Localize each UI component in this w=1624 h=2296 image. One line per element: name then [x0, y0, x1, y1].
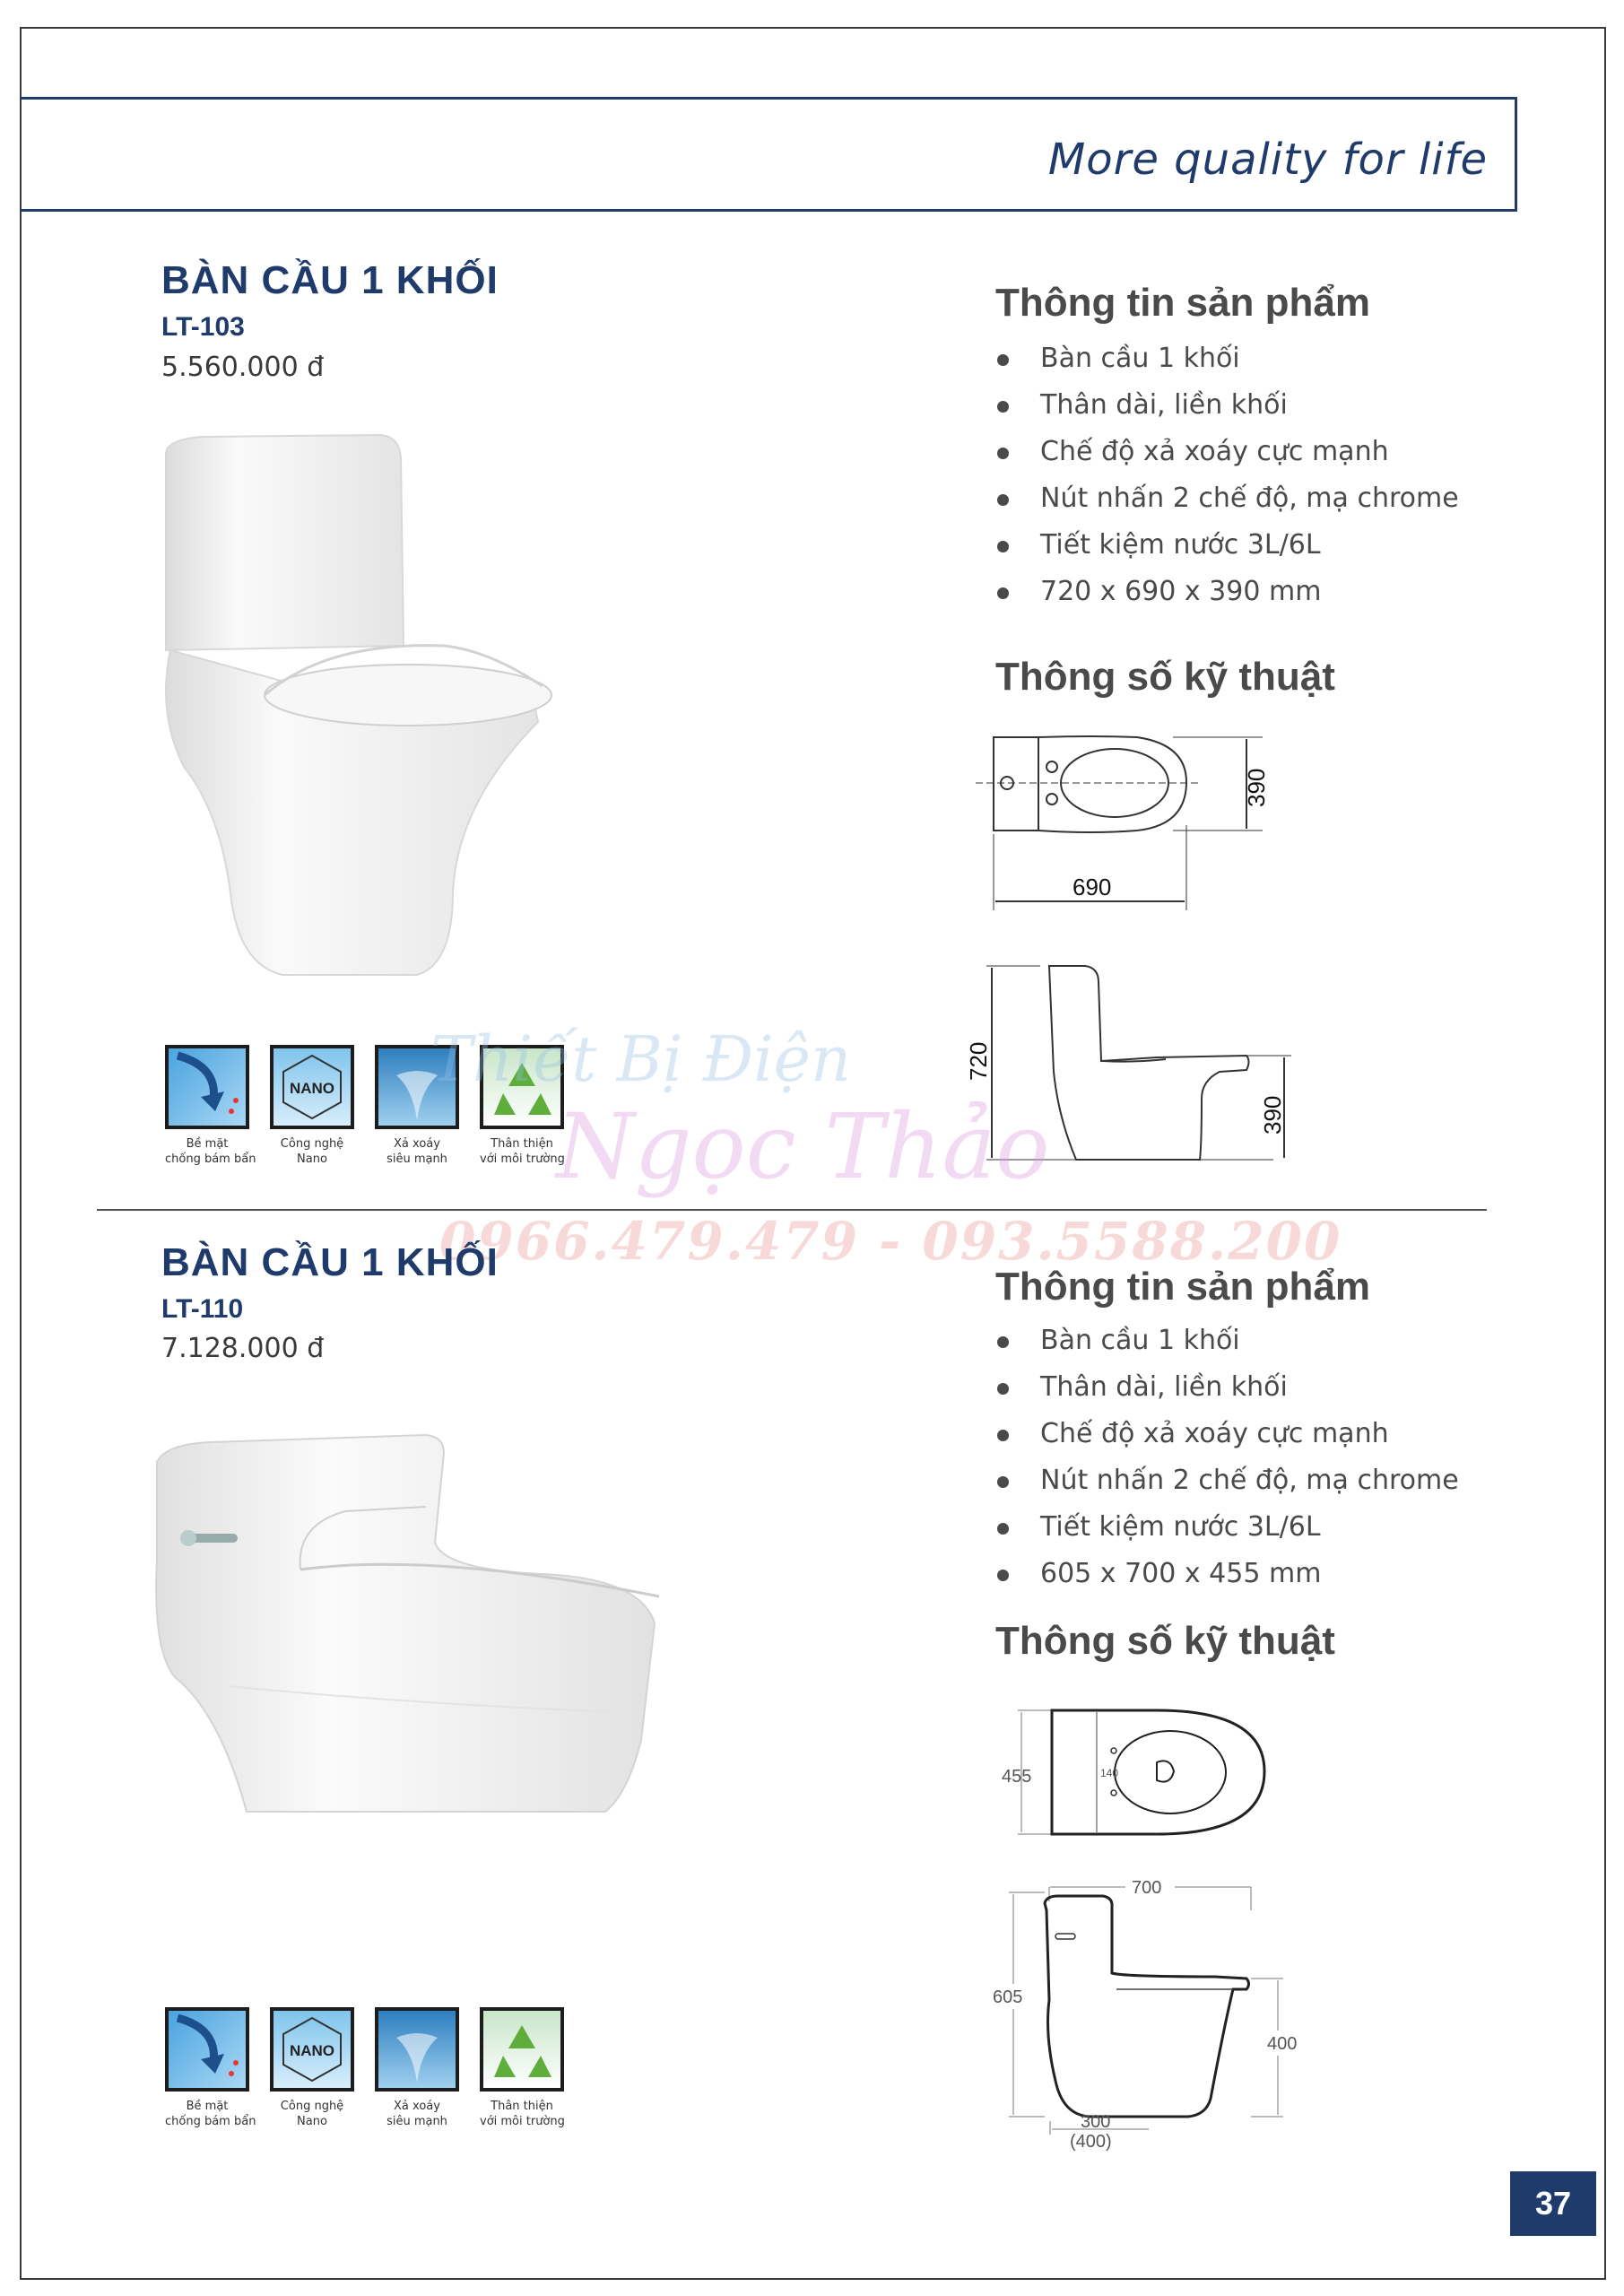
- toilet-lt103-image: [148, 426, 578, 1000]
- plan-view-drawing: [913, 726, 1307, 964]
- badge-label: siêu mạnh: [386, 1152, 447, 1166]
- feature-item: Nút nhấn 2 chế độ, mạ chrome: [997, 475, 1459, 522]
- bullet-icon: [997, 1430, 1009, 1441]
- feature-item: Nút nhấn 2 chế độ, mạ chrome: [997, 1457, 1459, 1504]
- bullet-icon: [997, 1570, 1009, 1581]
- dim-rough-in: 300: [1081, 2112, 1111, 2132]
- dim-length: 690: [1073, 874, 1112, 900]
- badge-label: Thân thiện: [491, 2100, 553, 2113]
- feature-badges: [165, 2007, 564, 2129]
- bullet-icon: [997, 1336, 1009, 1348]
- badge-label: Thân thiện: [491, 1137, 553, 1151]
- badge-label: với môi trường: [480, 1152, 565, 1166]
- nano-icon: [270, 1045, 354, 1129]
- feature-item: Bàn cầu 1 khối: [997, 1318, 1459, 1364]
- tagline: More quality for life: [1047, 135, 1488, 185]
- bullet-icon: [997, 541, 1009, 552]
- product-code: LT-103: [161, 312, 245, 342]
- badge: [375, 2007, 459, 2129]
- dim-width: 390: [1243, 768, 1270, 807]
- dim-height: 720: [965, 1041, 992, 1081]
- watermark-signature: Ngọc Thảo: [556, 1094, 1050, 1199]
- badge: [165, 1045, 256, 1167]
- dim-seat-height: 390: [1259, 1095, 1286, 1135]
- feature-item: Tiết kiệm nước 3L/6L: [997, 522, 1459, 569]
- feature-item: Chế độ xả xoáy cực mạnh: [997, 429, 1459, 475]
- feature-item: 605 x 700 x 455 mm: [997, 1551, 1459, 1597]
- badge-label: Nano: [297, 2115, 327, 2128]
- badge-label: Xả xoáy: [394, 1137, 440, 1151]
- watermark-phones: 0966.479.479 - 093.5588.200: [439, 1211, 1342, 1272]
- feature-item: Thân dài, liền khối: [997, 382, 1459, 429]
- bullet-icon: [997, 354, 1009, 366]
- badge-label: Bề mặt: [186, 2100, 229, 2113]
- feature-item: Tiết kiệm nước 3L/6L: [997, 1504, 1459, 1551]
- product-code: LT-110: [161, 1294, 244, 1324]
- bullet-icon: [997, 448, 1009, 459]
- badge-label: Xả xoáy: [394, 2100, 440, 2113]
- dim-rough-in-alt: (400): [1070, 2132, 1112, 2152]
- badge-label: chống bám bẩn: [165, 1152, 256, 1166]
- badge-label: Bề mặt: [186, 1137, 229, 1151]
- section-heading-spec: Thông số kỹ thuật: [995, 655, 1335, 699]
- swirl-arrow-icon: [165, 2007, 249, 2092]
- water-vortex-icon: [375, 2007, 459, 2092]
- feature-item: 720 x 690 x 390 mm: [997, 569, 1459, 615]
- badge: [270, 1045, 354, 1167]
- badge-label: Nano: [297, 1152, 327, 1166]
- feature-list: [997, 335, 1459, 615]
- bullet-icon: [997, 1523, 1009, 1535]
- feature-item: Thân dài, liền khối: [997, 1364, 1459, 1411]
- badge: [270, 2007, 354, 2129]
- toilet-lt110-image: [139, 1417, 668, 1955]
- nano-text: NANO: [289, 1080, 335, 1097]
- nano-icon: [270, 2007, 354, 2092]
- badge-label: Công nghệ: [280, 1137, 344, 1151]
- page-number: 37: [1510, 2171, 1596, 2236]
- nano-text: NANO: [289, 2042, 335, 2059]
- feature-item: Bàn cầu 1 khối: [997, 335, 1459, 382]
- feature-list: [997, 1318, 1459, 1597]
- product-price: 5.560.000 đ: [161, 352, 325, 383]
- product-title: BÀN CẦU 1 KHỐI: [161, 258, 499, 302]
- product-price: 7.128.000 đ: [161, 1333, 325, 1364]
- watermark-text: Thiết Bị Điện: [430, 1022, 852, 1096]
- product-title: BÀN CẦU 1 KHỐI: [161, 1240, 499, 1284]
- section-heading-info: Thông tin sản phẩm: [995, 1265, 1370, 1309]
- badge-label: chống bám bẩn: [165, 2115, 256, 2128]
- bullet-icon: [997, 494, 1009, 506]
- side-view-drawing: [991, 1874, 1314, 2152]
- bullet-icon: [997, 401, 1009, 413]
- section-heading-spec: Thông số kỹ thuật: [995, 1619, 1335, 1663]
- dim-seat-height: 400: [1267, 2034, 1298, 2054]
- bullet-icon: [997, 1476, 1009, 1488]
- badge-label: siêu mạnh: [386, 2115, 447, 2128]
- swirl-arrow-icon: [165, 1045, 249, 1129]
- feature-item: Chế độ xả xoáy cực mạnh: [997, 1411, 1459, 1457]
- dim-height: 605: [993, 1987, 1023, 2007]
- dim-width: 455: [1002, 1767, 1032, 1787]
- recycle-icon: [480, 2007, 564, 2092]
- badge-label: Công nghệ: [280, 2100, 344, 2113]
- dim-length: 700: [1132, 1878, 1162, 1898]
- badge: [165, 2007, 256, 2129]
- badge: [480, 2007, 564, 2129]
- plan-view-drawing: [991, 1700, 1287, 1852]
- bullet-icon: [997, 587, 1009, 599]
- section-heading-info: Thông tin sản phẩm: [995, 281, 1370, 325]
- badge-label: với môi trường: [480, 2115, 565, 2128]
- bullet-icon: [997, 1383, 1009, 1395]
- dim-hole-spacing: 140: [1100, 1767, 1119, 1779]
